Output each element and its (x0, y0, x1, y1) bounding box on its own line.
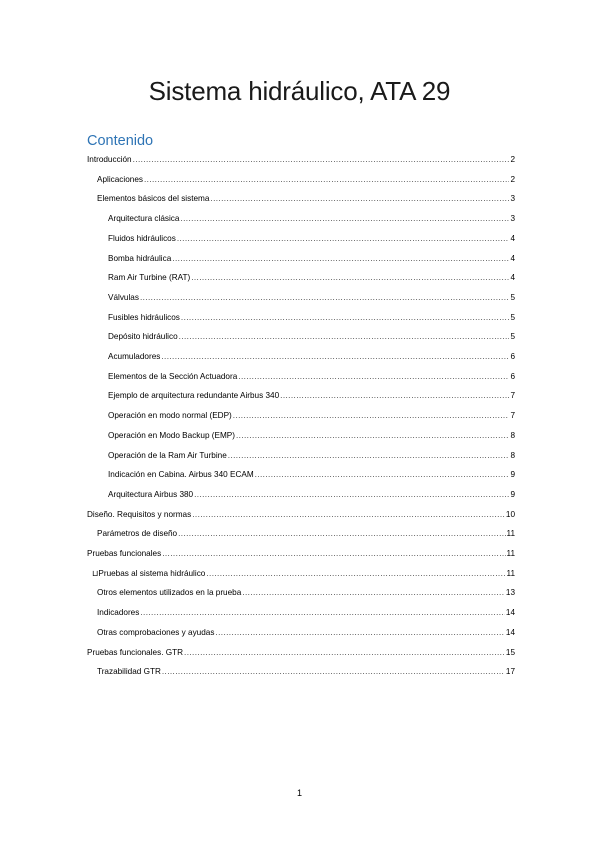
toc-entry[interactable] (87, 584, 515, 598)
toc-leader-dots (228, 450, 510, 461)
toc-entry-label: Elementos básicos del sistema (97, 194, 210, 204)
toc-entry-label: Operación en Modo Backup (EMP) (108, 430, 235, 440)
toc-entry-label: Pruebas funcionales. GTR (87, 647, 184, 657)
toc-entry-page: 11 (506, 549, 515, 558)
toc-leader-dots (238, 371, 509, 382)
toc-leader-dots (194, 489, 509, 500)
toc-entry[interactable] (87, 368, 515, 382)
toc-entry-label: Fluidos hidráulicos (108, 233, 176, 243)
toc-entry-page: 10 (505, 509, 515, 519)
toc-entry-label: Diseño. Requisitos y normas (87, 509, 192, 519)
toc-entry[interactable] (87, 545, 515, 559)
toc-leader-dots (242, 587, 505, 598)
toc-entry-label: Otras comprobaciones y ayudas (97, 627, 215, 637)
toc-entry-page: 5 (510, 312, 515, 322)
toc-entry[interactable] (87, 604, 515, 618)
toc-leader-dots (140, 607, 505, 618)
toc-leader-dots (162, 548, 505, 559)
toc-entry-page: 15 (505, 647, 515, 657)
toc-entry-page: 6 (510, 371, 515, 381)
toc-entry[interactable] (87, 309, 515, 323)
toc-entry-page: 8 (510, 430, 515, 440)
toc-leader-dots (180, 213, 509, 224)
toc-entry-page: 13 (505, 588, 515, 598)
toc-entry[interactable] (87, 269, 515, 283)
toc-leader-dots (233, 410, 510, 421)
toc-entry-page: 5 (510, 332, 515, 342)
toc-entry[interactable] (87, 506, 515, 520)
toc-entry[interactable] (87, 387, 515, 401)
toc-entry-label: Ejemplo de arquitectura redundante Airbus 340 (108, 391, 280, 401)
toc-entry-label: Depósito hidráulico (108, 332, 178, 342)
toc-entry[interactable] (87, 289, 515, 303)
toc-entry-page: 17 (505, 667, 515, 677)
toc-leader-dots (236, 430, 509, 441)
toc-entry-page: 6 (510, 352, 515, 361)
toc-leader-dots (161, 351, 509, 362)
toc-leader-dots (215, 627, 504, 638)
toc-entry-label: Bomba hidráulica (108, 253, 172, 263)
toc-entry-page: 14 (505, 627, 515, 637)
toc-entry-prefix-glyph: ⊔ (92, 568, 99, 578)
toc-leader-dots (192, 509, 505, 520)
toc-leader-dots (172, 253, 509, 264)
toc-entry[interactable] (87, 466, 515, 480)
toc-entry[interactable] (87, 486, 515, 500)
toc-entry-label: Pruebas funcionales (87, 549, 162, 558)
toc-entry-page: 4 (510, 253, 515, 263)
toc-entry-page: 4 (510, 233, 515, 243)
toc-entry-page: 5 (510, 292, 515, 302)
toc-entry-page: 11 (506, 529, 515, 539)
toc-entry[interactable] (87, 210, 515, 224)
toc-heading: Contenido (87, 133, 154, 149)
toc-entry-label: Fusibles hidráulicos (108, 312, 180, 322)
toc-entry[interactable] (87, 525, 515, 539)
toc-entry-page: 3 (510, 194, 515, 204)
toc-entry[interactable] (87, 328, 515, 342)
toc-entry[interactable] (87, 230, 515, 244)
toc-leader-dots (162, 666, 505, 677)
toc-entry[interactable] (87, 663, 515, 677)
toc-entry-label: Otros elementos utilizados en la prueba (97, 588, 242, 598)
document-title: Sistema hidráulico, ATA 29 (148, 76, 451, 106)
toc-entry[interactable] (87, 644, 515, 658)
toc-entry[interactable] (87, 407, 515, 421)
toc-entry[interactable] (87, 427, 515, 441)
toc-leader-dots (191, 272, 509, 283)
toc-entry-label: Indicadores (97, 608, 140, 618)
toc-leader-dots (178, 528, 505, 539)
toc-entry-page: 8 (510, 450, 515, 460)
toc-entry-label: Operación en modo normal (EDP) (108, 411, 232, 421)
toc-entry-page: 14 (505, 608, 515, 618)
toc-entry-label: Válvulas (108, 292, 139, 302)
toc-entry[interactable] (87, 565, 515, 579)
toc-entry[interactable] (87, 250, 515, 264)
toc-entry[interactable] (87, 190, 515, 204)
toc-entry-page: 2 (510, 174, 515, 184)
toc-leader-dots (181, 312, 510, 323)
toc-entry-label-wrap (92, 568, 205, 579)
toc-entry-page: 11 (506, 568, 515, 578)
toc-entry[interactable] (87, 348, 515, 362)
toc-leader-dots (280, 390, 509, 401)
toc-entry-label: Acumuladores (108, 352, 161, 361)
toc-entry-label: Arquitectura clásica (108, 214, 180, 224)
toc-entry-page: 4 (510, 273, 515, 283)
toc-entry-label: Indicación en Cabina. Airbus 340 ECAM (108, 470, 254, 480)
toc-entry-label: Trazabilidad GTR (97, 667, 161, 677)
toc-entry[interactable] (87, 171, 515, 185)
toc-entry[interactable] (87, 447, 515, 461)
toc-leader-dots (140, 292, 509, 303)
toc-leader-dots (177, 233, 510, 244)
toc-entry-page: 7 (510, 391, 515, 401)
toc-entry[interactable] (87, 624, 515, 638)
toc-leader-dots (133, 154, 510, 165)
page-number: 1 (296, 788, 302, 798)
toc-entry-page: 2 (510, 155, 515, 164)
toc-leader-dots (206, 568, 505, 579)
toc-leader-dots (184, 647, 505, 658)
toc-entry-label: Introducción (87, 155, 132, 164)
toc-leader-dots (144, 174, 509, 185)
toc-entry-label: Elementos de la Sección Actuadora (108, 371, 238, 381)
toc-leader-dots (255, 469, 510, 480)
toc-entry-label: Aplicaciones (97, 174, 143, 184)
toc-leader-dots (179, 331, 510, 342)
toc-entry-label: Pruebas al sistema hidráulico (98, 568, 206, 578)
toc-entry[interactable] (87, 151, 515, 165)
toc-entry-page: 9 (510, 489, 515, 499)
toc-entry-page: 9 (510, 470, 515, 480)
toc-entry-label: Operación de la Ram Air Turbine (108, 450, 227, 460)
toc-entry-page: 3 (510, 214, 515, 224)
toc-entry-page: 7 (510, 411, 515, 421)
toc-entry-label: Arquitectura Airbus 380 (108, 489, 194, 499)
toc-leader-dots (210, 193, 509, 204)
toc-entry-label: Ram Air Turbine (RAT) (108, 273, 191, 283)
toc-entry-label: Parámetros de diseño (97, 529, 178, 539)
